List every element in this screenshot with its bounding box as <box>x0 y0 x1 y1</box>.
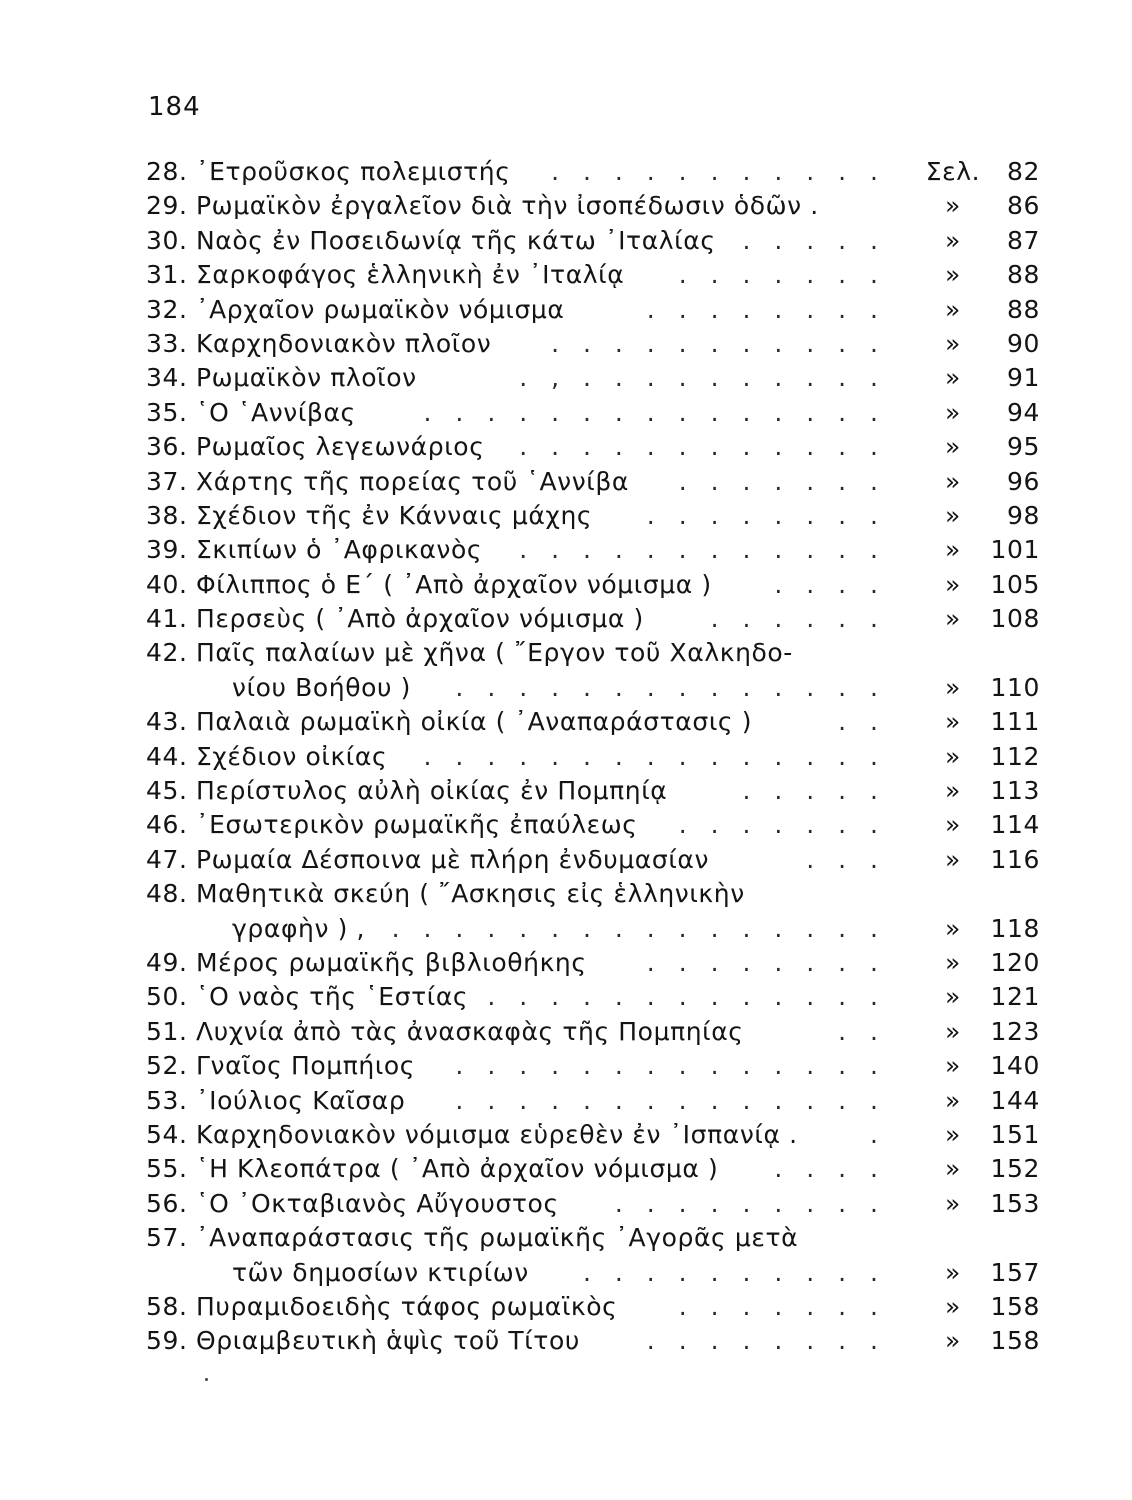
item-number: 47. <box>146 844 188 874</box>
page-reference: 87 <box>1006 225 1040 255</box>
page-number: 184 <box>148 92 201 122</box>
page-reference: 95 <box>1006 432 1040 462</box>
item-number: 58. <box>146 1291 188 1321</box>
page-reference: 90 <box>1006 328 1040 358</box>
item-title: νίου Βοήθου ) <box>232 672 411 702</box>
print-speck <box>205 1378 208 1381</box>
dot-leader: . . . . . . . . <box>646 947 886 977</box>
list-item <box>146 946 1046 980</box>
item-title: Ρωμαία Δέσποινα μὲ πλήρη ἐνδυμασίαν <box>196 844 710 874</box>
list-item <box>146 1324 1046 1358</box>
list-item <box>146 430 1046 464</box>
item-number: 45. <box>146 776 188 806</box>
item-title: Θριαμβευτικὴ ἁψὶς τοῦ Τίτου <box>196 1326 580 1356</box>
item-number: 42. <box>146 638 188 668</box>
page-reference: 82 <box>1006 157 1040 186</box>
list-item <box>146 361 1046 395</box>
page-reference: 94 <box>1006 397 1040 427</box>
page-marker: » <box>945 225 961 255</box>
page-reference: 86 <box>1006 191 1040 221</box>
item-title: Σαρκοφάγος ἑλληνικὴ ἐν ᾿Ιταλίᾳ <box>196 260 625 290</box>
item-title: Ρωμαῖος λεγεωνάριος <box>196 432 485 462</box>
page-reference: 158 <box>990 1326 1040 1356</box>
list-item <box>146 1187 1046 1221</box>
page-reference: 114 <box>990 810 1040 840</box>
item-number: 43. <box>146 707 188 737</box>
dot-leader: . . . . . . . . . . . . <box>519 535 886 565</box>
item-title: ᾿Εσωτερικὸν ρωμαϊκῆς ἐπαύλεως <box>196 810 638 840</box>
item-title: Περίστυλος αὐλὴ οἰκίας ἐν Πομπηίᾳ <box>196 776 668 806</box>
dot-leader: . . . . . . <box>710 604 886 634</box>
list-item <box>146 1256 1046 1290</box>
page-marker: » <box>945 1257 961 1287</box>
page-reference: 108 <box>990 604 1040 634</box>
dot-leader: . . . . . . . <box>678 810 886 840</box>
item-number: 40. <box>146 569 188 599</box>
item-title: ᾿Ετροῦσκος πολεμιστής <box>196 157 511 186</box>
item-number: 30. <box>146 225 188 255</box>
dot-leader: . . . . . . . . . . . . . . . <box>423 741 886 771</box>
list-item <box>146 1221 1046 1255</box>
list-item <box>146 499 1046 533</box>
item-number: 36. <box>146 432 188 462</box>
page-marker: » <box>945 1085 961 1115</box>
list-item <box>146 327 1046 361</box>
page-reference: 112 <box>990 741 1040 771</box>
page-reference: 105 <box>990 569 1040 599</box>
item-number: 51. <box>146 1016 188 1046</box>
list-item <box>146 774 1046 808</box>
page-marker: » <box>945 191 961 221</box>
list-item <box>146 465 1046 499</box>
page-reference: 98 <box>1006 500 1040 530</box>
item-number: 56. <box>146 1188 188 1218</box>
page-marker: » <box>945 397 961 427</box>
list-item <box>146 705 1046 739</box>
dot-leader: . . . . . . . . <box>646 1326 886 1356</box>
item-number: 57. <box>146 1223 188 1253</box>
page-reference: 140 <box>990 1051 1040 1081</box>
item-title: ῾Η Κλεοπάτρα ( ᾿Απὸ ἀρχαῖον νόμισμα ) <box>196 1154 719 1184</box>
item-title: ῾Ο ῾Αννίβας <box>196 397 356 427</box>
item-number: 50. <box>146 982 188 1012</box>
list-item <box>146 877 1046 911</box>
page-marker: » <box>945 947 961 977</box>
page-reference: 111 <box>990 707 1040 737</box>
dot-leader: . . . . . <box>742 225 886 255</box>
item-number: 46. <box>146 810 188 840</box>
item-number: 35. <box>146 397 188 427</box>
item-title: ᾿Αρχαῖον ρωμαϊκὸν νόμισμα <box>196 294 565 324</box>
item-title: Ρωμαϊκὸν ἐργαλεῖον διὰ τὴν ἰσοπέδωσιν ὁδῶν . <box>196 191 819 221</box>
dot-leader: . , . . . . . . . . . . <box>519 363 886 393</box>
page-marker: » <box>945 500 961 530</box>
item-number: 32. <box>146 294 188 324</box>
page-reference: 96 <box>1006 466 1040 496</box>
item-number: 49. <box>146 947 188 977</box>
list-item <box>146 636 1046 670</box>
list-item <box>146 568 1046 602</box>
page-reference: 120 <box>990 947 1040 977</box>
item-number: 55. <box>146 1154 188 1184</box>
item-title: Πυραμιδοειδὴς τάφος ρωμαϊκὸς <box>196 1291 618 1321</box>
dot-leader: . . . . <box>774 569 886 599</box>
item-number: 59. <box>146 1326 188 1356</box>
page-reference: 110 <box>990 672 1040 702</box>
list-item <box>146 189 1046 223</box>
list-item <box>146 808 1046 842</box>
item-title: Λυχνία ἀπὸ τὰς ἀνασκαφὰς τῆς Πομπηίας <box>196 1016 744 1046</box>
item-number: 54. <box>146 1119 188 1149</box>
page-reference: 123 <box>990 1016 1040 1046</box>
page-marker: » <box>945 466 961 496</box>
page-reference: 144 <box>990 1085 1040 1115</box>
page-reference: 88 <box>1006 294 1040 324</box>
page-marker: » <box>945 604 961 634</box>
page-reference: 153 <box>990 1188 1040 1218</box>
page-marker: » <box>945 363 961 393</box>
page-marker: » <box>945 1326 961 1356</box>
list-item <box>146 1015 1046 1049</box>
dot-leader: . . . . . . . . . . . . <box>519 432 886 462</box>
page-reference: 152 <box>990 1154 1040 1184</box>
dot-leader: . . . . . <box>742 776 886 806</box>
page-marker: » <box>945 776 961 806</box>
page-marker: » <box>945 260 961 290</box>
list-item <box>146 671 1046 705</box>
item-title: Ναὸς ἐν Ποσειδωνίᾳ τῆς κάτω ᾿Ιταλίας <box>196 225 716 255</box>
item-number: 39. <box>146 535 188 565</box>
dot-leader: . . . . . . . . . . . <box>551 328 886 358</box>
dot-leader: . . . . . . . . . . . . . . . <box>423 397 886 427</box>
page-reference: 88 <box>1006 260 1040 290</box>
item-number: 41. <box>146 604 188 634</box>
item-title: Φίλιππος ὁ Ε΄ ( ᾿Απὸ ἀρχαῖον νόμισμα ) <box>196 569 712 599</box>
item-title: Περσεὺς ( ᾿Απὸ ἀρχαῖον νόμισμα ) <box>196 604 644 634</box>
list-item <box>146 1049 1046 1083</box>
page-reference: 157 <box>990 1257 1040 1287</box>
dot-leader: . . . . . . . . <box>646 500 886 530</box>
item-title: Σχέδιον τῆς ἐν Κάνναις μάχης <box>196 500 593 530</box>
item-title: Ρωμαϊκὸν πλοῖον <box>196 363 417 393</box>
item-number: 31. <box>146 260 188 290</box>
dot-leader: . . . . <box>774 1154 886 1184</box>
item-title: τῶν δημοσίων κτιρίων <box>232 1257 529 1287</box>
page-marker: » <box>945 1188 961 1218</box>
list-item <box>146 155 1046 189</box>
page-marker: » <box>945 1154 961 1184</box>
page-reference: 118 <box>990 913 1040 943</box>
list-item <box>146 980 1046 1014</box>
page-marker: » <box>945 1051 961 1081</box>
page-reference: 113 <box>990 776 1040 806</box>
list-item <box>146 912 1046 946</box>
item-number: 33. <box>146 328 188 358</box>
page-reference: 151 <box>990 1119 1040 1149</box>
page-marker: » <box>945 432 961 462</box>
item-number: 28. <box>146 157 188 186</box>
item-number: 38. <box>146 500 188 530</box>
page-marker: Σελ. <box>925 157 981 186</box>
page-marker: » <box>945 672 961 702</box>
list-item <box>146 1084 1046 1118</box>
dot-leader: . . . . . . . . . . . . . . <box>455 672 886 702</box>
dot-leader: . . . . . . . <box>678 260 886 290</box>
item-title: ᾿Ιούλιος Καῖσαρ <box>196 1085 406 1115</box>
item-title: ῾Ο ναὸς τῆς ῾Εστίας <box>196 982 469 1012</box>
page-reference: 158 <box>990 1291 1040 1321</box>
dot-leader: . . <box>838 707 886 737</box>
page-reference: 101 <box>990 535 1040 565</box>
item-title: ῾Ο ᾿Οκταβιανὸς Αὔγουστος <box>196 1188 559 1218</box>
item-number: 52. <box>146 1051 188 1081</box>
item-title: Σκιπίων ὁ ᾿Αφρικανὸς <box>196 535 483 565</box>
dot-leader: . . . . . . . . . . . <box>551 157 886 186</box>
page-reference: 121 <box>990 982 1040 1012</box>
item-title: ᾿Αναπαράστασις τῆς ρωμαϊκῆς ᾿Αγορᾶς μετὰ <box>196 1223 799 1253</box>
page-marker: » <box>945 707 961 737</box>
page-marker: » <box>945 1291 961 1321</box>
illustrations-list <box>146 155 1046 1359</box>
item-title: Χάρτης τῆς πορείας τοῦ ῾Αννίβα <box>196 466 629 496</box>
item-number: 37. <box>146 466 188 496</box>
page-reference: 91 <box>1006 363 1040 393</box>
list-item <box>146 1118 1046 1152</box>
dot-leader: . . . . . . . <box>678 466 886 496</box>
item-title: Μέρος ρωμαϊκῆς βιβλιοθήκης <box>196 947 587 977</box>
list-item <box>146 224 1046 258</box>
page-marker: » <box>945 741 961 771</box>
dot-leader: . <box>870 1119 886 1149</box>
item-title: Σχέδιον οἰκίας <box>196 741 388 771</box>
item-title: Παῖς παλαίων μὲ χῆνα ( ῎Εργον τοῦ Χαλκηδο- <box>196 638 793 668</box>
list-item <box>146 843 1046 877</box>
page-marker: » <box>945 982 961 1012</box>
dot-leader: . . . . . . . . . . <box>583 1257 886 1287</box>
page-marker: » <box>945 913 961 943</box>
item-title: Καρχηδονιακὸν πλοῖον <box>196 328 492 358</box>
item-number: 34. <box>146 363 188 393</box>
item-title: Καρχηδονιακὸν νόμισμα εὑρεθὲν ἐν ᾿Ισπανίᾳ . <box>196 1119 798 1149</box>
dot-leader: . . . . . . . . . <box>614 1188 886 1218</box>
dot-leader: . . . <box>806 844 886 874</box>
list-item <box>146 293 1046 327</box>
dot-leader: . . . . . . . . . . . . . . <box>455 1085 886 1115</box>
item-number: 44. <box>146 741 188 771</box>
item-title: Παλαιὰ ρωμαϊκὴ οἰκία ( ᾿Αναπαράστασις ) <box>196 707 753 737</box>
page-marker: » <box>945 294 961 324</box>
list-item <box>146 1290 1046 1324</box>
list-item <box>146 258 1046 292</box>
list-item <box>146 1152 1046 1186</box>
dot-leader: . . . . . . . . . . . . . . <box>455 1051 886 1081</box>
dot-leader: . . . . . . . <box>678 1291 886 1321</box>
item-number: 48. <box>146 879 188 909</box>
item-title: Γναῖος Πομπήιος <box>196 1051 416 1081</box>
dot-leader: . . <box>838 1016 886 1046</box>
dot-leader: . . . . . . . . <box>646 294 886 324</box>
page-marker: » <box>945 1119 961 1149</box>
page-reference: 116 <box>990 844 1040 874</box>
list-item <box>146 602 1046 636</box>
item-number: 53. <box>146 1085 188 1115</box>
dot-leader: . . . . . . . . . . . . . <box>487 982 886 1012</box>
item-number: 29. <box>146 191 188 221</box>
page-marker: » <box>945 569 961 599</box>
page-marker: » <box>945 844 961 874</box>
item-title: γραφὴν ) , <box>232 913 366 943</box>
page-marker: » <box>945 810 961 840</box>
dot-leader: . . . . . . . . . . . . . . . . <box>391 913 886 943</box>
page-marker: » <box>945 535 961 565</box>
page-marker: » <box>945 328 961 358</box>
list-item <box>146 533 1046 567</box>
item-title: Μαθητικὰ σκεύη ( ῎Ασκησις εἰς ἑλληνικὴν <box>196 879 745 909</box>
page-marker: » <box>945 1016 961 1046</box>
list-item <box>146 740 1046 774</box>
list-item <box>146 396 1046 430</box>
